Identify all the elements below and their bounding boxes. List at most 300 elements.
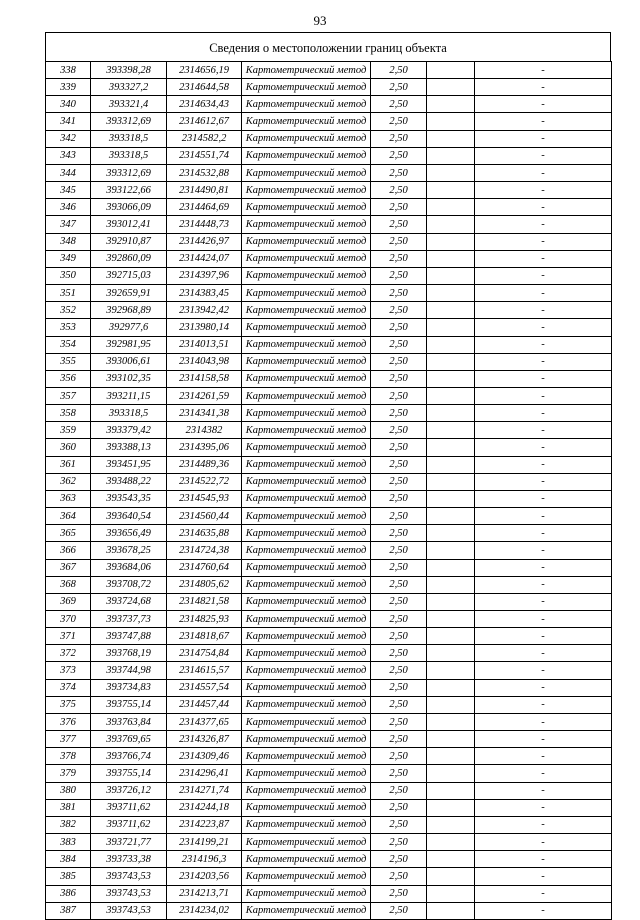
cell-extra [427, 782, 475, 799]
cell-coord-y: 2314760,64 [167, 559, 242, 576]
cell-coord-x: 392910,87 [91, 233, 167, 250]
table-row [46, 799, 612, 816]
cell-point-number: 345 [46, 182, 91, 199]
cell-extra [427, 62, 475, 79]
cell-coord-x: 393327,2 [91, 79, 167, 96]
cell-note: - [475, 576, 612, 593]
cell-extra [427, 405, 475, 422]
cell-method: Картометрический метод [242, 868, 371, 885]
cell-note: - [475, 799, 612, 816]
cell-point-number: 354 [46, 336, 91, 353]
cell-coord-x: 393006,61 [91, 353, 167, 370]
cell-note: - [475, 370, 612, 387]
table-row [46, 182, 612, 199]
cell-point-number: 371 [46, 628, 91, 645]
table-row [46, 713, 612, 730]
cell-method: Картометрический метод [242, 662, 371, 679]
cell-accuracy: 2,50 [371, 405, 427, 422]
cell-point-number: 365 [46, 525, 91, 542]
cell-accuracy: 2,50 [371, 542, 427, 559]
cell-coord-y: 2314457,44 [167, 696, 242, 713]
cell-point-number: 344 [46, 164, 91, 181]
cell-coord-y: 2314490,81 [167, 182, 242, 199]
cell-note: - [475, 748, 612, 765]
cell-note: - [475, 679, 612, 696]
cell-accuracy: 2,50 [371, 285, 427, 302]
cell-coord-x: 393711,62 [91, 816, 167, 833]
cell-point-number: 369 [46, 593, 91, 610]
cell-coord-y: 2314821,58 [167, 593, 242, 610]
cell-point-number: 381 [46, 799, 91, 816]
table-row [46, 302, 612, 319]
cell-point-number: 356 [46, 370, 91, 387]
cell-coord-x: 393734,83 [91, 679, 167, 696]
cell-point-number: 360 [46, 439, 91, 456]
cell-coord-x: 393747,88 [91, 628, 167, 645]
cell-accuracy: 2,50 [371, 387, 427, 404]
table-title: Сведения о местоположении границ объекта [45, 32, 611, 62]
cell-accuracy: 2,50 [371, 902, 427, 919]
cell-coord-x: 392715,03 [91, 267, 167, 284]
table-row [46, 353, 612, 370]
table-row [46, 628, 612, 645]
table-row [46, 387, 612, 404]
cell-extra [427, 576, 475, 593]
cell-method: Картометрический метод [242, 147, 371, 164]
cell-note: - [475, 405, 612, 422]
cell-method: Картометрический метод [242, 902, 371, 919]
cell-method: Картометрический метод [242, 559, 371, 576]
cell-extra [427, 422, 475, 439]
cell-coord-x: 393684,06 [91, 559, 167, 576]
cell-method: Картометрический метод [242, 216, 371, 233]
cell-accuracy: 2,50 [371, 576, 427, 593]
cell-coord-y: 2314395,06 [167, 439, 242, 456]
cell-point-number: 363 [46, 490, 91, 507]
cell-note: - [475, 199, 612, 216]
cell-accuracy: 2,50 [371, 353, 427, 370]
cell-point-number: 341 [46, 113, 91, 130]
cell-accuracy: 2,50 [371, 628, 427, 645]
cell-note: - [475, 79, 612, 96]
cell-coord-y: 2314199,21 [167, 834, 242, 851]
cell-note: - [475, 628, 612, 645]
cell-method: Картометрический метод [242, 353, 371, 370]
cell-coord-y: 2314397,96 [167, 267, 242, 284]
cell-extra [427, 593, 475, 610]
table-row [46, 885, 612, 902]
cell-accuracy: 2,50 [371, 370, 427, 387]
cell-method: Картометрический метод [242, 782, 371, 799]
cell-point-number: 346 [46, 199, 91, 216]
cell-coord-y: 2314805,62 [167, 576, 242, 593]
cell-accuracy: 2,50 [371, 593, 427, 610]
cell-extra [427, 473, 475, 490]
cell-method: Картометрический метод [242, 113, 371, 130]
cell-point-number: 338 [46, 62, 91, 79]
cell-note: - [475, 456, 612, 473]
cell-note: - [475, 559, 612, 576]
cell-extra [427, 851, 475, 868]
cell-method: Картометрический метод [242, 422, 371, 439]
cell-point-number: 372 [46, 645, 91, 662]
cell-coord-x: 393743,53 [91, 868, 167, 885]
cell-extra [427, 885, 475, 902]
cell-method: Картометрический метод [242, 405, 371, 422]
cell-note: - [475, 834, 612, 851]
cell-point-number: 366 [46, 542, 91, 559]
cell-point-number: 353 [46, 319, 91, 336]
cell-point-number: 348 [46, 233, 91, 250]
cell-accuracy: 2,50 [371, 834, 427, 851]
cell-coord-y: 2314724,38 [167, 542, 242, 559]
cell-note: - [475, 816, 612, 833]
cell-coord-x: 393312,69 [91, 113, 167, 130]
table-row [46, 662, 612, 679]
cell-coord-x: 393737,73 [91, 611, 167, 628]
cell-point-number: 339 [46, 79, 91, 96]
cell-coord-y: 2314203,56 [167, 868, 242, 885]
cell-note: - [475, 851, 612, 868]
cell-accuracy: 2,50 [371, 525, 427, 542]
cell-extra [427, 490, 475, 507]
cell-coord-y: 2314424,07 [167, 250, 242, 267]
cell-method: Картометрический метод [242, 525, 371, 542]
table-row [46, 559, 612, 576]
cell-coord-y: 2314158,58 [167, 370, 242, 387]
cell-note: - [475, 645, 612, 662]
cell-method: Картометрический метод [242, 199, 371, 216]
cell-note: - [475, 439, 612, 456]
cell-accuracy: 2,50 [371, 422, 427, 439]
cell-point-number: 352 [46, 302, 91, 319]
cell-method: Картометрический метод [242, 370, 371, 387]
cell-note: - [475, 713, 612, 730]
cell-note: - [475, 490, 612, 507]
table-row [46, 868, 612, 885]
cell-point-number: 373 [46, 662, 91, 679]
cell-method: Картометрический метод [242, 885, 371, 902]
table-body [46, 62, 612, 920]
cell-coord-x: 393388,13 [91, 439, 167, 456]
cell-coord-y: 2314377,65 [167, 713, 242, 730]
cell-extra [427, 302, 475, 319]
cell-accuracy: 2,50 [371, 267, 427, 284]
cell-point-number: 361 [46, 456, 91, 473]
cell-coord-x: 393744,98 [91, 662, 167, 679]
cell-coord-x: 393211,15 [91, 387, 167, 404]
table-row [46, 233, 612, 250]
cell-note: - [475, 731, 612, 748]
cell-extra [427, 679, 475, 696]
cell-extra [427, 834, 475, 851]
cell-accuracy: 2,50 [371, 782, 427, 799]
cell-coord-y: 2313942,42 [167, 302, 242, 319]
table-row [46, 336, 612, 353]
cell-point-number: 359 [46, 422, 91, 439]
cell-point-number: 362 [46, 473, 91, 490]
cell-point-number: 384 [46, 851, 91, 868]
page-number: 93 [313, 13, 327, 28]
cell-coord-x: 393733,38 [91, 851, 167, 868]
cell-coord-x: 393726,12 [91, 782, 167, 799]
cell-extra [427, 765, 475, 782]
table-row [46, 782, 612, 799]
cell-coord-x: 393711,62 [91, 799, 167, 816]
cell-coord-x: 393379,42 [91, 422, 167, 439]
cell-method: Картометрический метод [242, 834, 371, 851]
cell-coord-y: 2314296,41 [167, 765, 242, 782]
cell-coord-y: 2314545,93 [167, 490, 242, 507]
cell-note: - [475, 473, 612, 490]
cell-coord-x: 393318,5 [91, 405, 167, 422]
cell-accuracy: 2,50 [371, 731, 427, 748]
cell-note: - [475, 662, 612, 679]
table-row [46, 405, 612, 422]
cell-method: Картометрический метод [242, 593, 371, 610]
cell-method: Картометрический метод [242, 96, 371, 113]
cell-accuracy: 2,50 [371, 96, 427, 113]
cell-accuracy: 2,50 [371, 885, 427, 902]
cell-method: Картометрический метод [242, 439, 371, 456]
cell-extra [427, 370, 475, 387]
cell-accuracy: 2,50 [371, 113, 427, 130]
cell-point-number: 368 [46, 576, 91, 593]
cell-method: Картометрический метод [242, 336, 371, 353]
cell-method: Картометрический метод [242, 62, 371, 79]
table-row [46, 508, 612, 525]
cell-point-number: 347 [46, 216, 91, 233]
cell-extra [427, 182, 475, 199]
cell-method: Картометрический метод [242, 799, 371, 816]
cell-accuracy: 2,50 [371, 662, 427, 679]
cell-accuracy: 2,50 [371, 679, 427, 696]
cell-note: - [475, 868, 612, 885]
cell-method: Картометрический метод [242, 387, 371, 404]
table-row [46, 62, 612, 79]
cell-coord-x: 392981,95 [91, 336, 167, 353]
cell-extra [427, 731, 475, 748]
cell-coord-y: 2314223,87 [167, 816, 242, 833]
cell-coord-x: 392860,09 [91, 250, 167, 267]
cell-point-number: 349 [46, 250, 91, 267]
table-row [46, 816, 612, 833]
table-row [46, 645, 612, 662]
cell-note: - [475, 164, 612, 181]
cell-coord-x: 393318,5 [91, 130, 167, 147]
table-row [46, 130, 612, 147]
cell-extra [427, 816, 475, 833]
table-row [46, 285, 612, 302]
cell-coord-y: 2314261,59 [167, 387, 242, 404]
cell-extra [427, 713, 475, 730]
cell-accuracy: 2,50 [371, 319, 427, 336]
cell-accuracy: 2,50 [371, 748, 427, 765]
cell-accuracy: 2,50 [371, 336, 427, 353]
cell-note: - [475, 885, 612, 902]
table-row [46, 319, 612, 336]
cell-extra [427, 267, 475, 284]
cell-coord-x: 393398,28 [91, 62, 167, 79]
cell-point-number: 377 [46, 731, 91, 748]
cell-note: - [475, 696, 612, 713]
cell-point-number: 370 [46, 611, 91, 628]
cell-coord-x: 392977,6 [91, 319, 167, 336]
table-row [46, 250, 612, 267]
cell-accuracy: 2,50 [371, 713, 427, 730]
boundary-table-container [45, 32, 611, 920]
cell-note: - [475, 96, 612, 113]
table-row [46, 851, 612, 868]
cell-accuracy: 2,50 [371, 868, 427, 885]
cell-coord-y: 2314644,58 [167, 79, 242, 96]
cell-coord-x: 393708,72 [91, 576, 167, 593]
cell-method: Картометрический метод [242, 79, 371, 96]
table-row [46, 147, 612, 164]
cell-coord-y: 2314522,72 [167, 473, 242, 490]
cell-note: - [475, 233, 612, 250]
cell-coord-x: 393488,22 [91, 473, 167, 490]
cell-extra [427, 696, 475, 713]
cell-accuracy: 2,50 [371, 182, 427, 199]
cell-coord-y: 2314557,54 [167, 679, 242, 696]
cell-point-number: 386 [46, 885, 91, 902]
cell-extra [427, 216, 475, 233]
cell-point-number: 374 [46, 679, 91, 696]
cell-accuracy: 2,50 [371, 147, 427, 164]
cell-coord-y: 2314271,74 [167, 782, 242, 799]
cell-extra [427, 130, 475, 147]
cell-note: - [475, 902, 612, 919]
cell-note: - [475, 422, 612, 439]
cell-coord-x: 393724,68 [91, 593, 167, 610]
cell-method: Картометрический метод [242, 250, 371, 267]
table-row [46, 731, 612, 748]
cell-extra [427, 662, 475, 679]
cell-extra [427, 559, 475, 576]
cell-extra [427, 199, 475, 216]
cell-coord-x: 393766,74 [91, 748, 167, 765]
cell-coord-x: 392968,89 [91, 302, 167, 319]
cell-coord-y: 2314818,67 [167, 628, 242, 645]
cell-method: Картометрический метод [242, 576, 371, 593]
cell-accuracy: 2,50 [371, 456, 427, 473]
cell-coord-x: 393755,14 [91, 696, 167, 713]
cell-method: Картометрический метод [242, 696, 371, 713]
cell-point-number: 350 [46, 267, 91, 284]
cell-extra [427, 250, 475, 267]
table-row [46, 439, 612, 456]
cell-coord-x: 393122,66 [91, 182, 167, 199]
cell-coord-y: 2313980,14 [167, 319, 242, 336]
table-row [46, 542, 612, 559]
cell-coord-y: 2314825,93 [167, 611, 242, 628]
cell-coord-x: 393768,19 [91, 645, 167, 662]
cell-extra [427, 868, 475, 885]
cell-extra [427, 611, 475, 628]
cell-method: Картометрический метод [242, 490, 371, 507]
table-row [46, 199, 612, 216]
table-row [46, 422, 612, 439]
cell-extra [427, 113, 475, 130]
cell-extra [427, 96, 475, 113]
table-row [46, 748, 612, 765]
cell-note: - [475, 542, 612, 559]
cell-method: Картометрический метод [242, 628, 371, 645]
cell-coord-y: 2314615,57 [167, 662, 242, 679]
cell-note: - [475, 302, 612, 319]
cell-coord-y: 2314213,71 [167, 885, 242, 902]
cell-method: Картометрический метод [242, 130, 371, 147]
cell-point-number: 351 [46, 285, 91, 302]
table-row [46, 679, 612, 696]
cell-accuracy: 2,50 [371, 508, 427, 525]
cell-method: Картометрический метод [242, 302, 371, 319]
cell-coord-y: 2314551,74 [167, 147, 242, 164]
cell-extra [427, 79, 475, 96]
cell-coord-y: 2314464,69 [167, 199, 242, 216]
cell-coord-x: 393543,35 [91, 490, 167, 507]
cell-extra [427, 439, 475, 456]
table-row [46, 370, 612, 387]
cell-coord-x: 393312,69 [91, 164, 167, 181]
cell-accuracy: 2,50 [371, 799, 427, 816]
cell-accuracy: 2,50 [371, 559, 427, 576]
cell-point-number: 382 [46, 816, 91, 833]
cell-note: - [475, 593, 612, 610]
cell-note: - [475, 765, 612, 782]
cell-method: Картометрический метод [242, 233, 371, 250]
cell-extra [427, 353, 475, 370]
cell-accuracy: 2,50 [371, 851, 427, 868]
cell-coord-x: 393743,53 [91, 885, 167, 902]
cell-point-number: 380 [46, 782, 91, 799]
cell-point-number: 367 [46, 559, 91, 576]
cell-point-number: 355 [46, 353, 91, 370]
cell-point-number: 342 [46, 130, 91, 147]
cell-coord-y: 2314341,38 [167, 405, 242, 422]
cell-note: - [475, 525, 612, 542]
cell-accuracy: 2,50 [371, 250, 427, 267]
cell-coord-y: 2314634,43 [167, 96, 242, 113]
cell-coord-x: 393763,84 [91, 713, 167, 730]
cell-coord-x: 393451,95 [91, 456, 167, 473]
cell-coord-y: 2314382 [167, 422, 242, 439]
cell-extra [427, 319, 475, 336]
cell-extra [427, 387, 475, 404]
cell-method: Картометрический метод [242, 816, 371, 833]
cell-accuracy: 2,50 [371, 216, 427, 233]
table-row [46, 79, 612, 96]
cell-note: - [475, 611, 612, 628]
cell-extra [427, 748, 475, 765]
cell-accuracy: 2,50 [371, 302, 427, 319]
cell-method: Картометрический метод [242, 164, 371, 181]
table-row [46, 696, 612, 713]
cell-extra [427, 164, 475, 181]
cell-method: Картометрический метод [242, 182, 371, 199]
cell-extra [427, 799, 475, 816]
cell-coord-y: 2314582,2 [167, 130, 242, 147]
cell-extra [427, 336, 475, 353]
table-row [46, 765, 612, 782]
cell-point-number: 343 [46, 147, 91, 164]
cell-method: Картометрический метод [242, 765, 371, 782]
cell-point-number: 357 [46, 387, 91, 404]
cell-coord-x: 393066,09 [91, 199, 167, 216]
cell-coord-y: 2314383,45 [167, 285, 242, 302]
cell-extra [427, 628, 475, 645]
